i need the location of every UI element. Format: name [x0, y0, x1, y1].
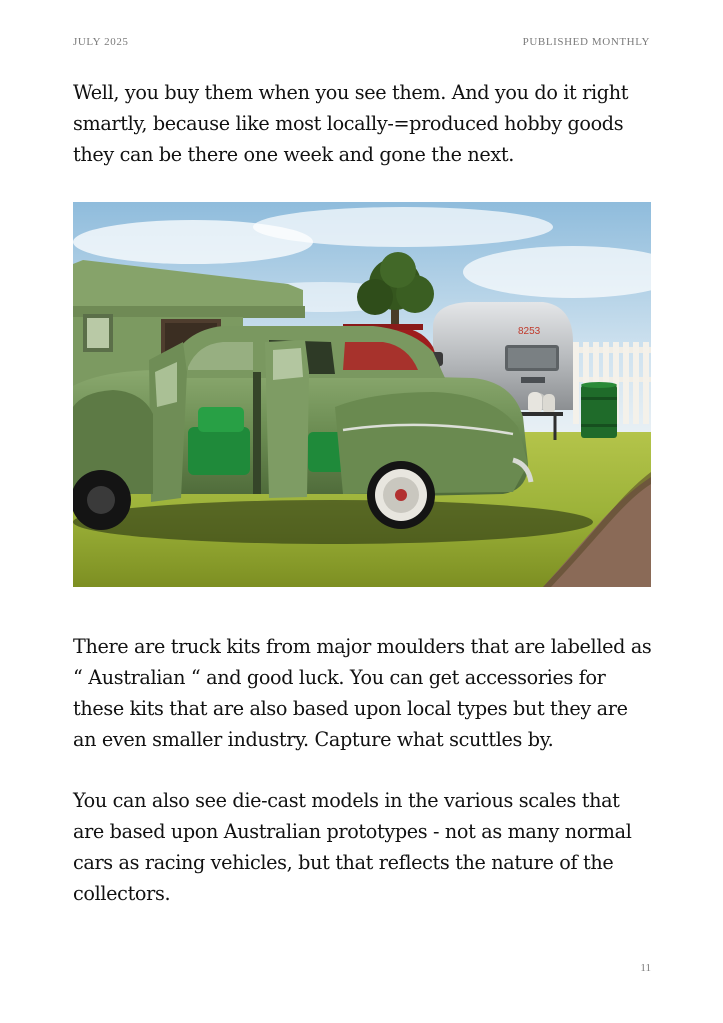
model-car-scene — [73, 202, 651, 587]
issue-date: JULY 2025 — [73, 36, 129, 48]
caravan-number: 8253 — [518, 326, 541, 337]
article-paragraph-1: Well, you buy them when you see them. And you do it right smartly, because like most locally-=produced hobby goods they can be there one week and gone the next. — [73, 81, 629, 166]
article-paragraph-3: You can also see die-cast models in the various scales that are based upon Australian prototypes - not as many normal cars as racing vehicles, but that reflects the nature of the collectors. — [73, 789, 632, 905]
article-photo — [73, 202, 651, 587]
page-number: 11 — [640, 962, 651, 974]
publication-frequency: PUBLISHED MONTHLY — [522, 36, 650, 48]
article-paragraph-2: There are truck kits from major moulders that are labelled as “ Australian “ and good luck. You can get accessories for these kits that are also based upon local types but they are an even smaller industry. Capture what scuttles by. — [73, 635, 652, 751]
